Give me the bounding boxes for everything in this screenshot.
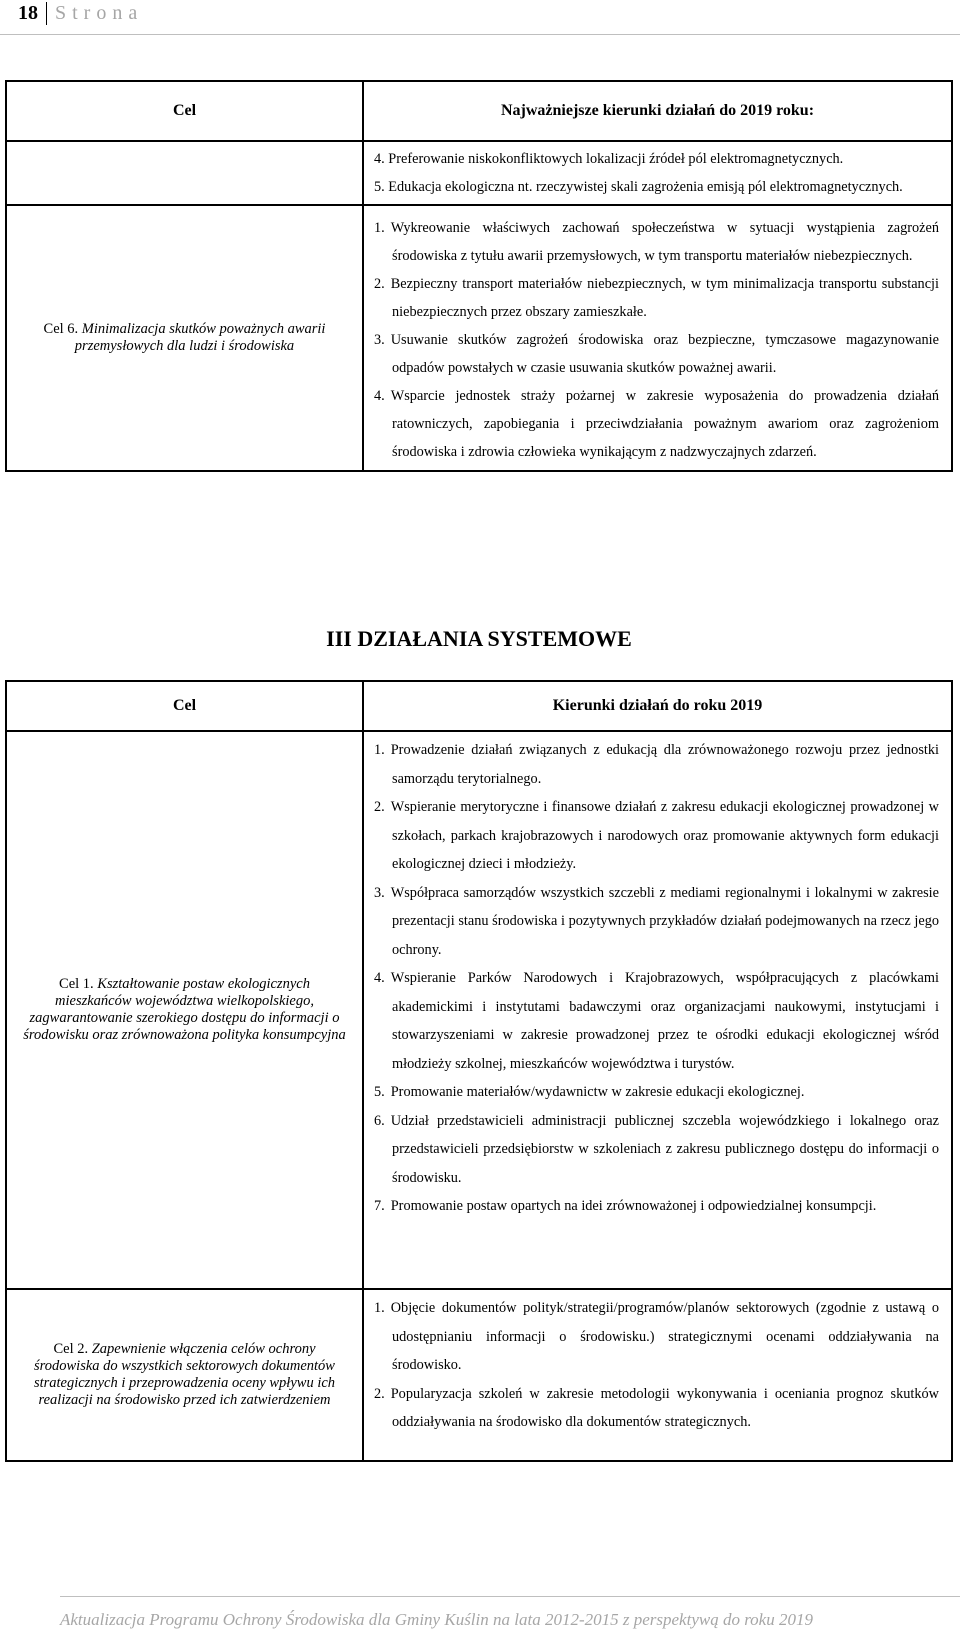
list-item: 2. Bezpieczny transport materiałów niebezpiecznych, w tym minimalizacja transportu substancji niebezpiecznych przez obszary zamieszkałe. bbox=[374, 276, 939, 320]
list-item: 1. Wykreowanie właściwych zachowań społeczeństwa w sytuacji wystąpienia zagrożeń środowiska z tytułu awarii przemysłowych, w tym transportu materiałów niebezpiecznych. bbox=[374, 220, 939, 264]
list-item: 2. Popularyzacja szkoleń w zakresie metodologii wykonywania i oceniania prognoz skutków oddziaływania na środowisko dla dokumentów strategicznych. bbox=[374, 1385, 939, 1430]
column-header-directions: Kierunki działań do roku 2019 bbox=[363, 681, 952, 731]
table-row-continuation bbox=[6, 141, 952, 205]
cel-title: Kształtowanie postaw ekologicznych mieszkańców województwa wielkopolskiego, zagwarantowanie szerokiego dostępu do informacji o środowisku oraz zrównoważona polityka konsumpcyjna bbox=[23, 976, 346, 1043]
table-row-cel6 bbox=[6, 205, 952, 471]
list-item: 3. Współpraca samorządów wszystkich szczebli z mediami regionalnymi i lokalnymi w zakresie prezentacji stanu środowiska i pozytywnych przykładów działań podejmowanych na rzecz jego ochrony. bbox=[374, 884, 939, 958]
cel6-cell bbox=[6, 205, 363, 471]
page-label: Strona bbox=[55, 1, 144, 24]
header-rule bbox=[0, 34, 960, 35]
list-item: 5. Edukacja ekologiczna nt. rzeczywistej skali zagrożenia emisją pól elektromagnetycznych. bbox=[374, 179, 903, 195]
cel-prefix: Cel 1. bbox=[59, 976, 94, 992]
list-item: 3. Usuwanie skutków zagrożeń środowiska oraz bezpieczne, tymczasowe magazynowanie odpadów powstałych w czasie usuwania skutków poważnej awarii. bbox=[374, 332, 939, 376]
page-number: 18 bbox=[18, 2, 47, 25]
empty-cel-cell bbox=[6, 141, 363, 205]
cel6-directions-list bbox=[363, 205, 952, 471]
page-footer: Aktualizacja Programu Ochrony Środowiska dla Gminy Kuślin na lata 2012-2015 z perspektywą do roku 2019 bbox=[60, 1610, 813, 1629]
objectives-table-systemic bbox=[5, 680, 953, 1462]
table-row-cel1 bbox=[6, 731, 952, 1289]
list-item: 7. Promowanie postaw opartych na idei zrównoważonej i odpowiedzialnej konsumpcji. bbox=[374, 1198, 877, 1214]
table-header-row bbox=[6, 81, 952, 141]
cel1-directions-list bbox=[363, 731, 952, 1289]
cel-prefix: Cel 6. bbox=[43, 321, 79, 337]
list-item: 6. Udział przedstawicieli administracji publicznej szczebla wojewódzkiego i lokalnego oraz przedstawicieli przedsiębiorstw w szkoleniach z zakresu publicznego dostępu do informacji o środowisku. bbox=[374, 1112, 939, 1186]
list-item: 1. Objęcie dokumentów polityk/strategii/programów/planów sektorowych (zgodnie z ustawą o udostępnianiu informacji o środowisku.) strategicznymi ocenami oddziaływania na środowisko. bbox=[374, 1300, 939, 1373]
column-header-cel: Cel bbox=[6, 681, 363, 731]
list-item: 4. Wsparcie jednostek straży pożarnej w zakresie wyposażenia do prowadzenia działań ratowniczych, zapobiegania i przeciwdziałania poważnym awariom oraz zagrożeniom środowiska i zdrowia człowieka wynikającym z nadzwyczajnych zdarzeń. bbox=[374, 388, 939, 460]
list-item: 2. Wspieranie merytoryczne i finansowe działań z zakresu edukacji ekologicznej prowadzonej w szkołach, parkach krajobrazowych i narodowych oraz promowanie aktywnych form edukacji ekologicznej dzieci i młodzieży. bbox=[374, 799, 939, 872]
cel2-directions-list bbox=[363, 1289, 952, 1461]
list-item: 5. Promowanie materiałów/wydawnictw w zakresie edukacji ekologicznej. bbox=[374, 1084, 805, 1100]
cel-title: Minimalizacja skutków poważnych awarii przemysłowych dla ludzi i środowiska bbox=[74, 321, 326, 354]
cel-title: Zapewnienie włączenia celów ochrony środowiska do wszystkich sektorowych dokumentów strategicznych i przeprowadzenia oceny wpływu ich realizacji na środowisko przed ich zatwierdzeniem bbox=[33, 1341, 336, 1408]
cel1-cell bbox=[6, 731, 363, 1289]
footer-rule bbox=[60, 1596, 960, 1597]
list-item: 4. Preferowanie niskokonfliktowych lokalizacji źródeł pól elektromagnetycznych. bbox=[374, 151, 844, 167]
column-header-cel: Cel bbox=[6, 81, 363, 141]
table-header-row bbox=[6, 681, 952, 731]
cel2-cell bbox=[6, 1289, 363, 1461]
section-title: III DZIAŁANIA SYSTEMOWE bbox=[326, 626, 632, 651]
page-header bbox=[18, 0, 143, 26]
table-row-cel2 bbox=[6, 1289, 952, 1461]
objectives-table-environmental bbox=[5, 80, 953, 472]
cel-prefix: Cel 2. bbox=[53, 1341, 89, 1357]
continuation-list bbox=[363, 141, 952, 205]
column-header-directions: Najważniejsze kierunki działań do 2019 roku: bbox=[363, 81, 952, 141]
list-item: 1. Prowadzenie działań związanych z edukacją dla zrównoważonego rozwoju przez jednostki samorządu terytorialnego. bbox=[374, 742, 939, 787]
list-item: 4. Wspieranie Parków Narodowych i Krajobrazowych, współpracujących z placówkami akademickimi i instytutami badawczymi oraz organizacjami naukowymi, instytucjami i stowarzyszeniami w zakresie prowadzonej przez te ośrodki edukacji ekologicznej wśród młodzieży szkolnej, mieszkańców województwa i turystów. bbox=[374, 970, 939, 1072]
